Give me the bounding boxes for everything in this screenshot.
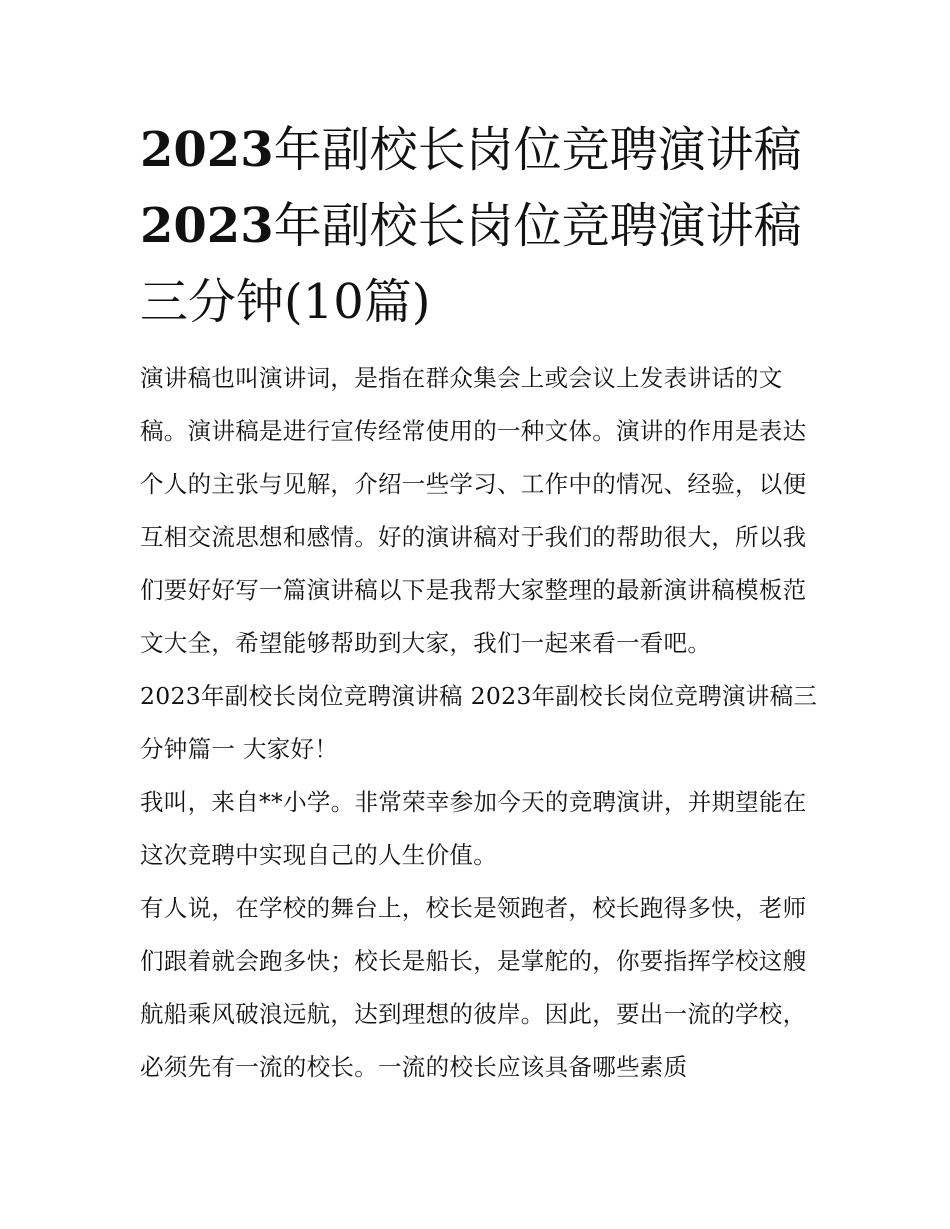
- title-line-2: [140, 198, 802, 254]
- title-year: 2023: [140, 198, 274, 254]
- section-heading-paragraph: 2023年副校长岗位竞聘演讲稿 2023年副校长岗位竞聘演讲稿三分钟篇一 大家好！: [140, 682, 818, 763]
- body-paragraph: 我叫，来自**小学。非常荣幸参加今天的竞聘演讲，并期望能在这次竞聘中实现自己的人生价值。: [140, 788, 807, 869]
- document-page: [140, 112, 820, 1094]
- title-text: 年副校长岗位竞聘演讲稿: [273, 198, 802, 254]
- document-title: [140, 112, 820, 340]
- title-text: 年副校长岗位竞聘演讲稿: [273, 122, 802, 178]
- title-text: 三分钟(10篇): [140, 274, 431, 330]
- intro-paragraph: 演讲稿也叫演讲词，是指在群众集会上或会议上发表讲话的文稿。演讲稿是进行宣传经常使用的一种文体。演讲的作用是表达个人的主张与见解，介绍一些学习、工作中的情况、经验，以便互相交流思想和感情。好的演讲稿对于我们的帮助很大，所以我们要好好写一篇演讲稿以下是我帮大家整理的最新演讲稿模板范文大全，希望能够帮助到大家，我们一起来看一看吧。: [140, 364, 807, 657]
- title-line-3: [140, 274, 431, 330]
- body-paragraph: 有人说，在学校的舞台上，校长是领跑者，校长跑得多快，老师们跟着就会跑多快；校长是船长，是掌舵的，你要指挥学校这艘航船乘风破浪远航，达到理想的彼岸。因此，要出一流的学校，必须先有一流的校长。一流的校长应该具备哪些素质: [140, 894, 807, 1081]
- title-year: 2023: [140, 122, 274, 178]
- title-line-1: [140, 122, 802, 178]
